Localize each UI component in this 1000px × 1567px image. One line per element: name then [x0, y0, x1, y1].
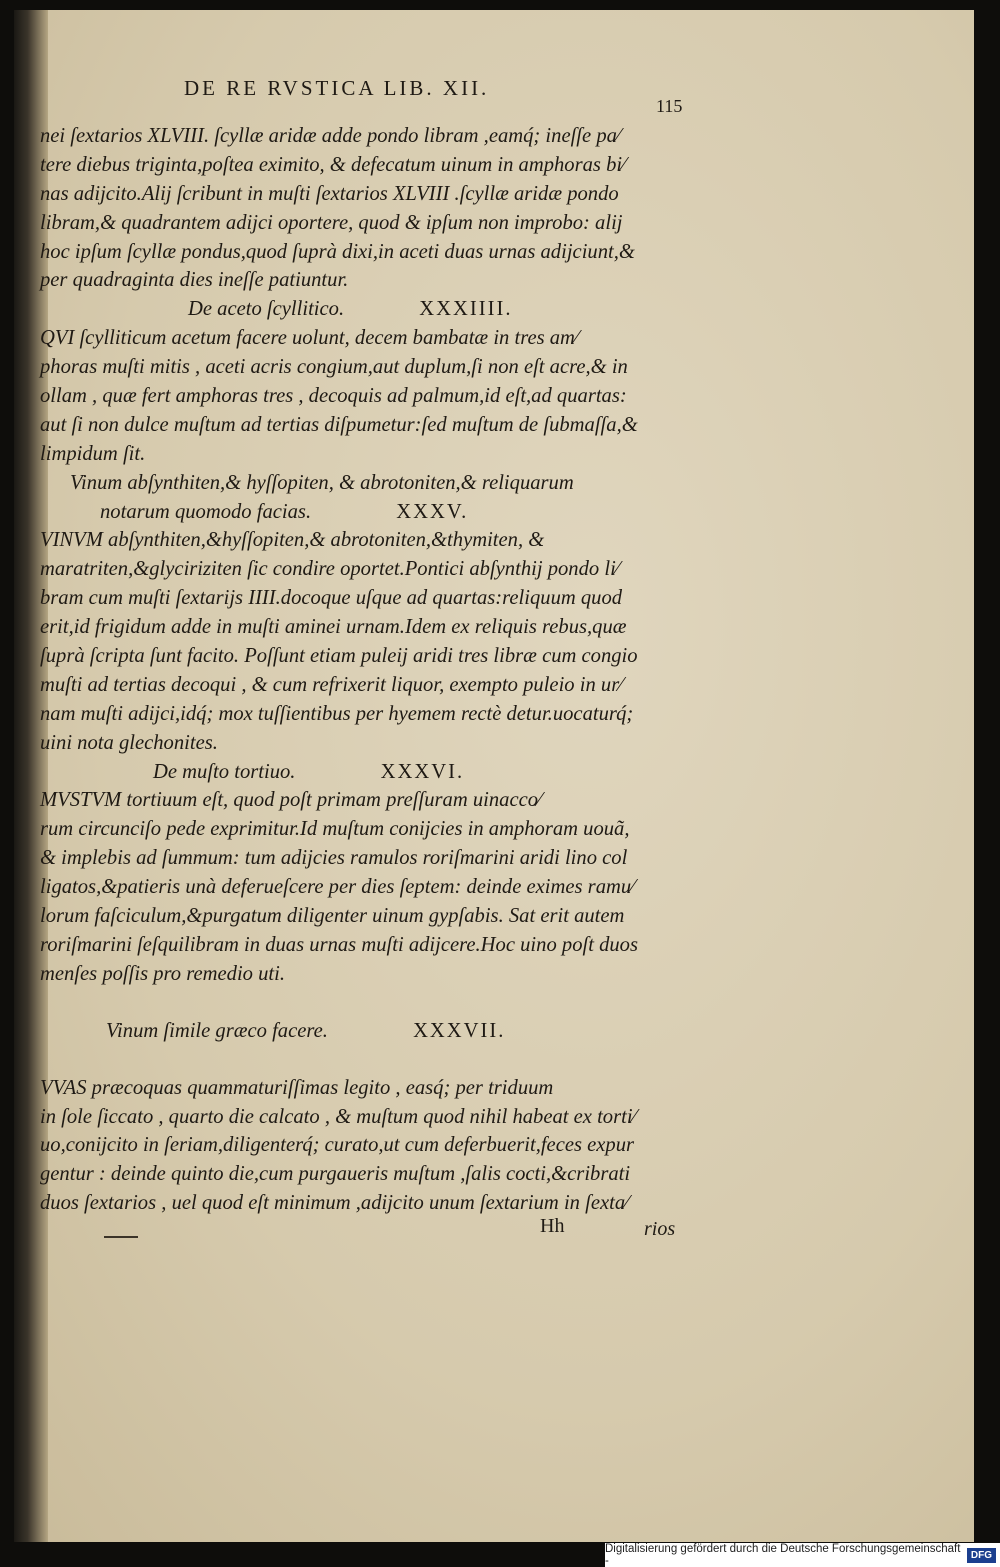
- text-line: muſti ad tertias decoqui , & cum refrixerit liquor, exempto puleio in ur⁄: [40, 673, 623, 696]
- text-line: MVSTVM tortiuum eſt, quod poſt primam preſſuram uinacco⁄: [40, 789, 542, 812]
- text-line: nei ſextarios XLVIII. ſcyllæ aridæ adde pondo libram ,eamq́; ineſſe pa⁄: [40, 125, 621, 147]
- text-line: aut ſi non dulce muſtum ad tertias diſpumetur:ſed muſtum de ſubmaſſa,&: [40, 413, 638, 436]
- chapter-heading-36: [40, 758, 700, 787]
- chapter-number: XXXVI.: [380, 760, 465, 783]
- chapter-heading-34: [40, 295, 700, 324]
- chapter-number: XXXIIII.: [419, 298, 513, 321]
- running-head: DE RE RVSTICA LIB. XII.: [184, 76, 490, 100]
- signature-mark: Hh: [540, 1215, 565, 1237]
- paragraph-4: [40, 786, 700, 988]
- dfg-logo-icon: DFG: [967, 1548, 996, 1563]
- text-line: roriſmarini ſeſquilibram in duas urnas muſti adijcere.Hoc uino poſt duos: [40, 933, 638, 956]
- text-line: duos ſextarios , uel quod eſt minimum ,adijcito unum ſextarium in ſexta⁄: [40, 1192, 629, 1215]
- footer-text: Digitalisierung gefördert durch die Deutsche Forschungsgemeinschaft -: [605, 1543, 961, 1567]
- text-line: gentur : deinde quinto die,cum purgaueris muſtum ,ſalis cocti,&cribrati: [40, 1163, 631, 1186]
- text-line: limpidum ſit.: [40, 442, 146, 465]
- text-line: erit,id frigidum adde in muſti aminei urnam.Idem ex reliquis rebus,quæ: [40, 616, 627, 639]
- paragraph-1: [40, 122, 700, 295]
- chapter-title-cont: [40, 498, 700, 527]
- text-line: lorum faſciculum,&purgatum diligenter uinum gypſabis. Sat erit autem: [40, 905, 625, 928]
- text-line: uo,conijcito in ſeriam,diligenterq́; curato,ut cum deferbuerit,feces expur: [40, 1134, 635, 1157]
- ink-mark: [104, 1236, 138, 1238]
- chapter-title: Vinum ſimile græco facere.: [106, 1019, 328, 1042]
- chapter-title: Vinum abſynthiten,& hyſſopiten, & abrotoniten,& reliquarum: [70, 471, 574, 494]
- chapter-number: XXXVII.: [413, 1019, 506, 1042]
- text-line: libram,& quadrantem adijci oportere, quod & ipſum non improbo: alij: [40, 211, 623, 234]
- chapter-heading-37: [40, 1017, 700, 1046]
- text-line: VINVM abſynthiten,&hyſſopiten,& abrotoniten,&thymiten, &: [40, 529, 545, 552]
- paragraph-2: [40, 324, 700, 468]
- text-line: & implebis ad ſummum: tum adijcies ramulos roriſmarini aridi lino col: [40, 847, 628, 870]
- text-line: tere diebus triginta,poſtea eximito, & defecatum uinum in amphoras bi⁄: [40, 153, 626, 176]
- digitization-footer: [605, 1543, 1000, 1567]
- chapter-number: XXXV.: [396, 500, 469, 523]
- paragraph-5: [40, 1074, 700, 1218]
- catchword: rios: [644, 1218, 676, 1240]
- text-line: in ſole ſiccato , quarto die calcato , & muſtum quod nihil habeat ex torti⁄: [40, 1105, 637, 1128]
- paragraph-3: [40, 526, 700, 757]
- text-line: per quadraginta dies ineſſe patiuntur.: [40, 269, 349, 292]
- folio-number: 115: [656, 96, 683, 116]
- text-line: bram cum muſti ſextarijs IIII.docoque uſque ad quartas:reliquum quod: [40, 587, 623, 610]
- text-line: phoras muſti mitis , aceti acris congium,aut duplum,ſi non eſt acre,& in: [40, 356, 628, 379]
- text-line: ſuprà ſcripta ſunt facito. Poſſunt etiam puleij aridi tres libræ cum congio: [40, 645, 638, 668]
- text-line: QVI ſcylliticum acetum facere uolunt, decem bambatæ in tres am⁄: [40, 327, 579, 350]
- chapter-title: De aceto ſcyllitico.: [188, 298, 345, 321]
- text-line: ollam , quæ fert amphoras tres , decoquis ad palmum,id eſt,ad quartas:: [40, 385, 627, 408]
- text-block: [40, 122, 700, 1218]
- text-line: hoc ipſum ſcyllæ pondus,quod ſuprà dixi,in aceti duas urnas adijciunt,&: [40, 240, 635, 263]
- text-line: uini nota glechonites.: [40, 731, 218, 754]
- text-line: menſes poſſis pro remedio uti.: [40, 962, 286, 985]
- chapter-title: De muſto tortiuo.: [153, 760, 296, 783]
- chapter-heading-35: [40, 469, 700, 527]
- text-line: ligatos,&patieris unà deferueſcere per dies ſeptem: deinde eximes ramu⁄: [40, 876, 635, 899]
- text-line: nas adijcito.Alij ſcribunt in muſti ſextarios XLVIII .ſcyllæ aridæ pondo: [40, 182, 619, 205]
- text-line: nam muſti adijci,idq́; mox tuſſientibus per hyemem rectè detur.uocaturq́;: [40, 702, 634, 725]
- text-line: maratriten,&glyciriziten ſic condire oportet.Pontici abſynthij pondo li⁄: [40, 558, 620, 581]
- text-line: rum circunciſo pede exprimitur.Id muſtum conijcies in amphoram uouã,: [40, 818, 630, 841]
- chapter-title: notarum quomodo facias.: [100, 500, 312, 523]
- text-line: VVAS præcoquas quammaturiſſimas legito , easq́; per triduum: [40, 1076, 554, 1099]
